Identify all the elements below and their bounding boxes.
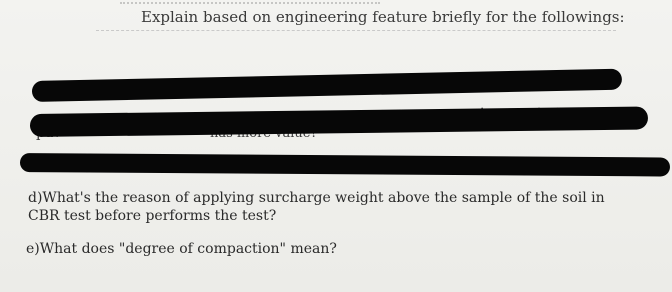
instruction-heading: Explain based on engineering feature briefly for the followings: [141,8,625,26]
question-d-line2: CBR test before performs the test? [28,208,277,224]
question-e: e)What does "degree of compaction" mean? [26,241,337,257]
heading-underline [96,30,616,32]
redaction-scribble [20,153,670,177]
redaction-scribble [30,106,648,137]
question-d-line1: d)What's the reason of applying surcharge weight above the sample of the soil in [28,190,605,206]
redaction-scribble [32,69,622,102]
